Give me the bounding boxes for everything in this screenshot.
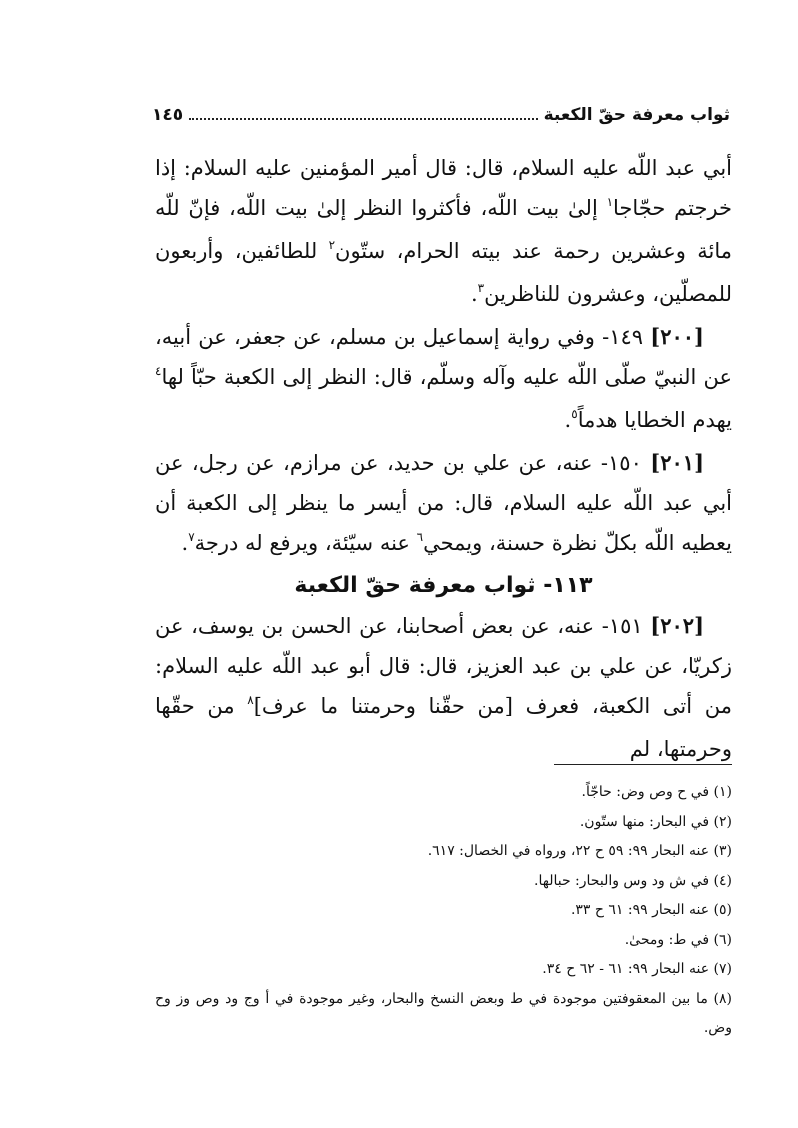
hadith-number: [٢٠٠] [650,324,704,349]
footnote-ref: ٧ [188,530,195,544]
hadith-200: [٢٠٠] ١٤٩- وفي رواية إسماعيل بن مسلم، عن جعفر، عن أبيه، عن النبيّ صلّى اللّه عليه وآله وسلّم، قال: النظر إلى الكعبة حبّاً لها$^٤$ يهدم الخطايا هدماً$^٥$. [155,324,732,432]
hadith-201: [٢٠١] ١٥٠- عنه، عن علي بن حديد، عن مرازم، عن رجل، عن أبي عبد اللّه عليه السلام، قال: من أيسر ما ينظر إلى الكعبة أن يعطيه اللّه بكلّ نظرة حسنة، ويمحي$^٦$ عنه سيّئة، ويرفع له درجة$^٧$. [155,450,732,555]
hadith-number: [٢٠١] [650,450,704,475]
footnote: (٤) في ش ود وس والبحار: حبالها. [534,872,732,889]
section-title: ١١٣- ثواب معرفة حقّ الكعبة [294,573,593,598]
footnote-ref: ٨ [247,693,254,707]
footnote: (٢) في البحار: منها ستّون. [579,813,732,830]
footnote-ref: ٦ [416,530,424,544]
footnotes [155,778,732,1044]
footnote-ref: ٣ [477,281,485,295]
footnote: (٧) عنه البحار ٩٩: ٦١ - ٦٢ ح ٣٤. [542,961,732,977]
footnote-ref: ٢ [328,238,336,252]
hadith-202: [٢٠٢] ١٥١- عنه، عن بعض أصحابنا، عن الحسن بن يوسف، عن زكريّا، عن علي بن عبد العزيز، قال: قال أبو عبد اللّه عليه السلام: من أتى الكعبة، فعرف [من حقّنا وحرمتنا ما عرف]$^٨$ من حقّها وحرمتها، لم [155,613,732,761]
running-header [152,100,730,130]
footnote: (٦) في ط: ومحىٰ. [624,931,732,948]
footnote: (١) في ح وص وض: حاجّاً. [581,784,732,800]
main-text [155,148,732,769]
header-title: ثواب معرفة حقّ الكعبة [543,105,730,125]
dotted-leader [189,118,537,120]
intro-paragraph: أبي عبد اللّه عليه السلام، قال: قال أمير المؤمنين عليه السلام: إذا خرجتم حجّاجا$^١$ إلىٰ بيت اللّه، فأكثروا النظر إلىٰ بيت اللّه، فإنّ للّه مائة وعشرين رحمة عند بيته الحرام، ستّون$^٢$ للطائفين، وأربعون للمصلّين، وعشرون للناظرين$^٣$. [155,156,732,306]
footnote-ref: ٤ [155,364,162,378]
footnote-ref: ١ [606,195,614,209]
footnote: (٣) عنه البحار ٩٩: ٥٩ ح ٢٢، ورواه في الخصال: ٦١٧. [427,843,732,859]
footnote: (٥) عنه البحار ٩٩: ٦١ ح ٣٣. [570,902,732,918]
footnote-separator [554,764,732,765]
hadith-number: [٢٠٢] [650,613,704,638]
footnote: (٨) ما بين المعقوفتين موجودة في ط وبعض النسخ والبحار، وغير موجودة في أ وج ود وص وز وح وض. [155,990,732,1036]
footnote-ref: ٥ [571,407,578,421]
page-number: ١٤٥ [152,105,184,125]
